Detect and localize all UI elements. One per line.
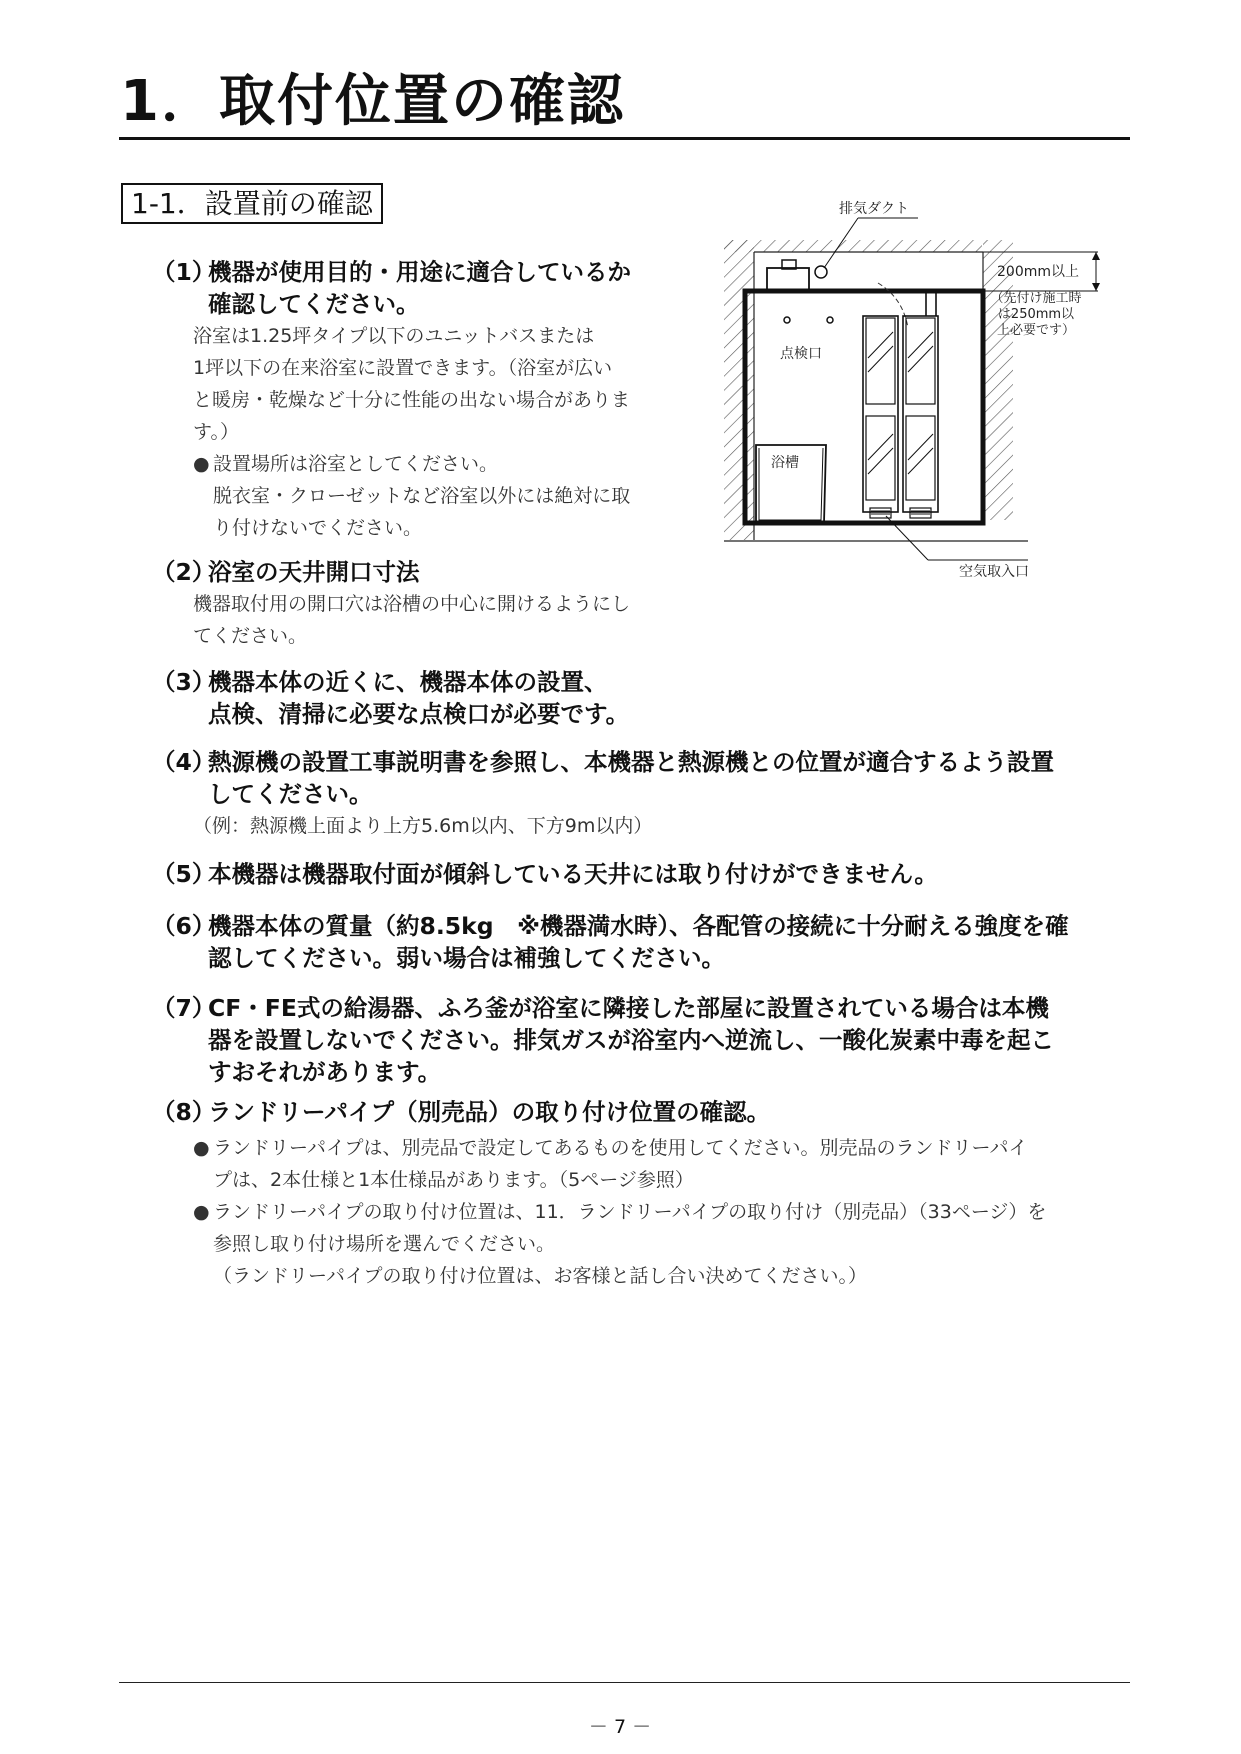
item-head-line: 点検、清掃に必要な点検口が必要です。: [208, 700, 630, 728]
body-line: 機器取付用の開口穴は浴槽の中心に開けるようにし: [193, 593, 631, 615]
item-2-head: [152, 556, 420, 588]
bullet-icon: ●: [193, 453, 210, 475]
item-4-head: [152, 746, 1054, 778]
item-2: [152, 556, 420, 588]
bullet-line: り付けないでください。: [213, 517, 423, 539]
bathroom-diagram: [718, 198, 1118, 583]
item-head-line: CF・FE式の給湯器、ふろ釜が浴室に隣接した部屋に設置されている場合は本機: [208, 994, 1049, 1022]
ventilation-unit: [767, 268, 809, 291]
inspection-port-icon: [784, 317, 790, 323]
body-line: す。）: [193, 421, 239, 443]
page-number: － 7 －: [588, 1716, 652, 1738]
item-head-line: 機器が使用目的・用途に適合しているか: [208, 258, 631, 286]
inspection-port-icon: [827, 317, 833, 323]
bullet-line: 脱衣室・クローゼットなど浴室以外には絶対に取: [213, 485, 631, 507]
page-title: 1．取付位置の確認: [120, 69, 625, 134]
item-6-head: [152, 910, 1069, 942]
item-1: [152, 256, 631, 320]
room-outline: [745, 291, 983, 523]
item-number: （4）: [152, 748, 216, 776]
bullet-line: （ランドリーパイプの取り付け位置は、お客様と話し合い決めてください。）: [213, 1265, 867, 1287]
item-5-head: [152, 858, 938, 890]
bullet-line: ● 設置場所は浴室としてください。: [193, 448, 630, 480]
bullet-line: ● ランドリーパイプの取り付け位置は、11．ランドリーパイプの取り付け（別売品）（33ページ）を: [193, 1196, 1046, 1228]
body-line: と暖房・乾燥など十分に性能の出ない場合がありま: [193, 389, 631, 411]
clearance-label: 200mm以上: [997, 264, 1079, 280]
inspection-port-label: 点検口: [780, 346, 822, 362]
item-3-head: [152, 666, 629, 698]
bullet-line: ● ランドリーパイプは、別売品で設定してあるものを使用してください。別売品のランドリーパイ: [193, 1132, 1046, 1164]
item-head-line: 浴室の天井開口寸法: [208, 558, 420, 586]
item-number: （8）: [152, 1098, 216, 1126]
bathtub-label: 浴槽: [771, 455, 799, 471]
clearance-note-line: 上必要です）: [996, 323, 1076, 338]
title-rule: [119, 137, 1130, 140]
item-head-line: 器を設置しないでください。排気ガスが浴室内へ逆流し、一酸化炭素中毒を起こ: [208, 1026, 1054, 1054]
item-head-line: 本機器は機器取付面が傾斜している天井には取り付けができません。: [208, 860, 938, 888]
item-head-line: 確認してください。: [208, 290, 420, 318]
item-1-head: [152, 256, 631, 288]
item-7-head: [152, 992, 1054, 1024]
item-head-line: してください。: [208, 780, 373, 808]
air-intake-label: 空気取入口: [959, 564, 1029, 580]
item-head-line: 機器本体の質量（約8.5kg ※機器満水時）、各配管の接続に十分耐える強度を確: [208, 912, 1069, 940]
item-8-body: [193, 1132, 1046, 1292]
bullet-line: 参照し取り付け場所を選んでください。: [213, 1233, 556, 1255]
item-number: （5）: [152, 860, 216, 888]
item-number: （3）: [152, 668, 216, 696]
door: [863, 291, 938, 512]
item-7: [152, 992, 1054, 1088]
item-head-line: 認してください。弱い場合は補強してください。: [208, 944, 725, 972]
bullet-icon: ●: [193, 1201, 210, 1223]
duct-icon: [815, 266, 827, 278]
item-head-line: 機器本体の近くに、機器本体の設置、: [208, 668, 608, 696]
body-line: てください。: [193, 625, 308, 647]
item-3: [152, 666, 629, 730]
exhaust-duct-label: 排気ダクト: [839, 201, 909, 217]
bullet-line: プは、2本仕様と1本仕様品があります。（5ページ参照）: [213, 1169, 694, 1191]
item-5: [152, 858, 938, 890]
bullet-icon: ●: [193, 1137, 210, 1159]
item-head-line: ランドリーパイプ（別売品）の取り付け位置の確認。: [208, 1098, 771, 1126]
item-2-body: [193, 588, 630, 652]
item-head-line: すおそれがあります。: [208, 1058, 442, 1086]
item-head-line: 熱源機の設置工事説明書を参照し、本機器と熱源機との位置が適合するよう設置: [208, 748, 1054, 776]
item-8: [152, 1096, 770, 1128]
item-number: （1）: [152, 258, 216, 286]
item-6: [152, 910, 1069, 974]
air-intake-vent-icon: [870, 508, 931, 518]
footer-rule: [119, 1682, 1130, 1683]
clearance-note-line: （先付け施工時: [990, 291, 1082, 306]
item-4: [152, 746, 1054, 810]
section-heading: 1-1．設置前の確認: [121, 183, 383, 224]
item-number: （2）: [152, 558, 216, 586]
item-4-note: （例：熱源機上面より上方5.6m以内、下方9m以内）: [193, 815, 653, 837]
item-number: （7）: [152, 994, 216, 1022]
body-line: 浴室は1.25坪タイプ以下のユニットバスまたは: [193, 325, 595, 347]
body-line: 1坪以下の在来浴室に設置できます。（浴室が広い: [193, 357, 613, 379]
item-1-body: [193, 320, 630, 544]
item-8-head: [152, 1096, 770, 1128]
clearance-note-line: は250mm以: [997, 307, 1075, 322]
item-number: （6）: [152, 912, 216, 940]
